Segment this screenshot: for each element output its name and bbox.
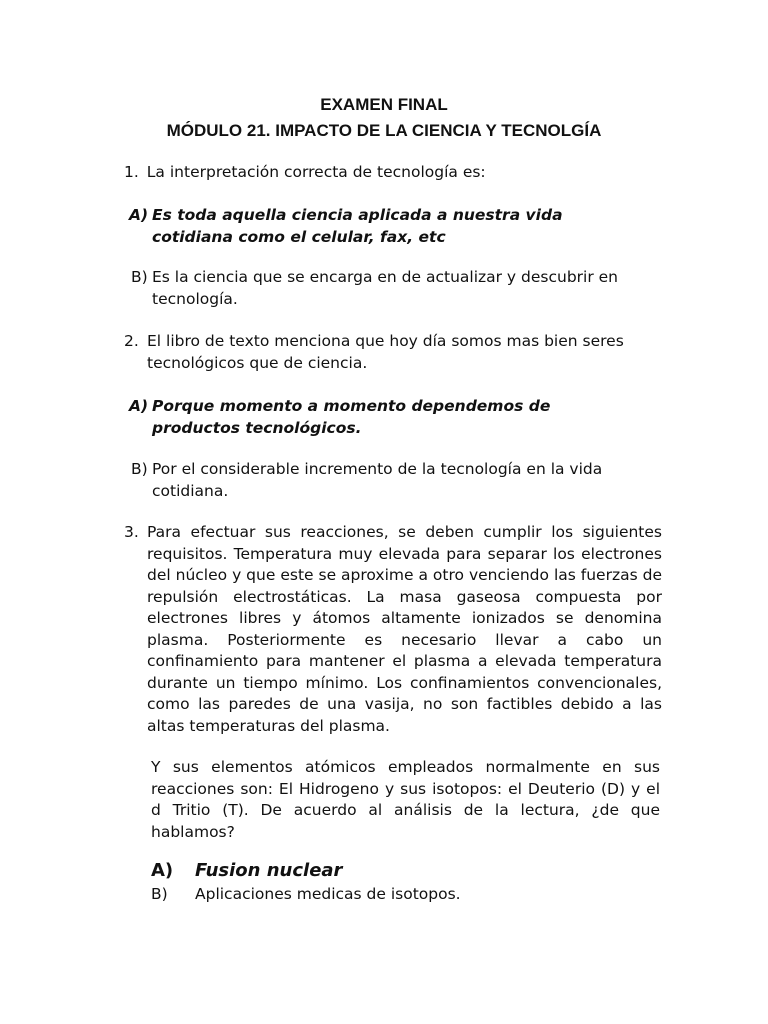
option-label: A): [129, 397, 149, 415]
question-2-option-a: [129, 396, 599, 439]
question-3-option-a: [151, 860, 342, 882]
question-1-option-a: [129, 205, 599, 248]
question-1-number: 1.: [124, 163, 139, 181]
question-2: [124, 331, 624, 374]
exam-title: EXAMEN FINAL: [320, 95, 448, 114]
option-label: B): [131, 460, 148, 478]
option-text: Por el considerable incremento de la tecnología en la vida cotidiana.: [152, 460, 603, 500]
question-2-number: 2.: [124, 332, 139, 350]
question-3-text: Para efectuar sus reacciones, se deben cumplir los siguientes requisitos. Temperatura muy elevada para separar los electrones del núcleo y que este se aproxime a otro venciendo las fuerzas de repulsión electrostáticas. La masa gaseosa compuesta por electrones libres y átomos altamente ionizados se denomina plasma. Posteriormente es necesario llevar a cabo un confinamiento para mantener el plasma a elevada temperatura durante un tiempo mínimo. Los confinamientos convencionales, como las paredes de una vasija, no son factibles debido a las altas temperaturas del plasma.: [147, 523, 662, 735]
question-1-option-b: [131, 267, 671, 310]
option-label: A): [151, 860, 174, 881]
option-label: B): [151, 885, 168, 903]
question-3: [124, 522, 662, 737]
option-text: Fusion nuclear: [195, 860, 343, 881]
option-text: Porque momento a momento dependemos de productos tecnológicos.: [152, 397, 551, 437]
question-3-option-b: [151, 884, 461, 906]
question-3-number: 3.: [124, 523, 139, 541]
option-label: B): [131, 268, 148, 286]
option-text: Es toda aquella ciencia aplicada a nuestra vida cotidiana como el celular, fax, etc: [152, 206, 563, 246]
question-1-text: La interpretación correcta de tecnología es:: [146, 163, 486, 181]
question-2-text: El libro de texto menciona que hoy día somos mas bien seres tecnológicos que de ciencia.: [147, 332, 624, 372]
question-1: [124, 162, 684, 184]
option-text: Aplicaciones medicas de isotopos.: [195, 885, 461, 903]
question-2-option-b: [131, 459, 651, 502]
question-3-continuation: Y sus elementos atómicos empleados normalmente en sus reacciones son: El Hidrogeno y sus isotopos: el Deuterio (D) y el d Tritio (T). De acuerdo al análisis de la lectura, ¿de que hablamos?: [151, 758, 660, 841]
option-label: A): [129, 206, 149, 224]
module-title: MÓDULO 21. IMPACTO DE LA CIENCIA Y TECNOLGÍA: [166, 121, 602, 140]
option-text: Es la ciencia que se encarga en de actualizar y descubrir en tecnología.: [152, 268, 619, 308]
